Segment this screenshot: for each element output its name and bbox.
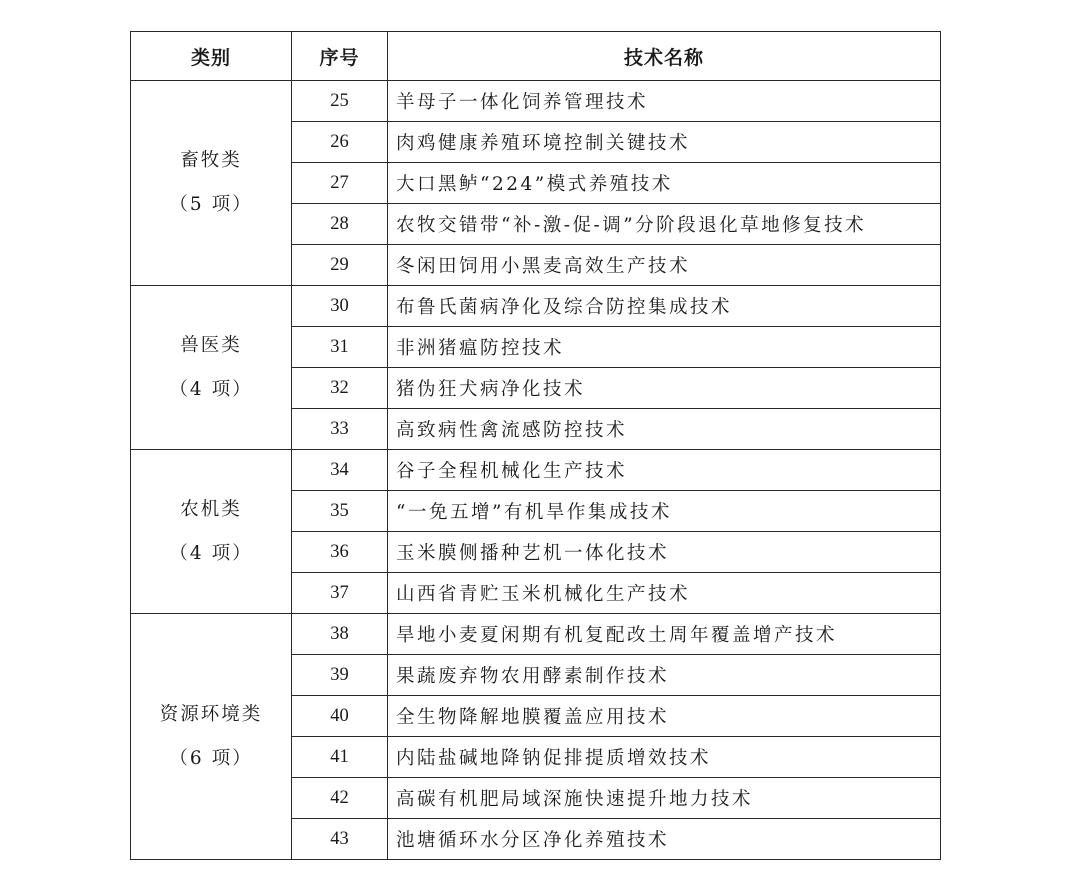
row-number: 43 — [292, 819, 388, 860]
row-number: 31 — [292, 327, 388, 368]
category-cell-veterinary — [131, 286, 292, 450]
row-number: 33 — [292, 409, 388, 450]
row-number: 34 — [292, 450, 388, 491]
tech-name: 非洲猪瘟防控技术 — [388, 327, 941, 368]
tech-name: 池塘循环水分区净化养殖技术 — [388, 819, 941, 860]
tech-name: 冬闲田饲用小黑麦高效生产技术 — [388, 245, 941, 286]
category-count: （5 项） — [169, 194, 253, 215]
technology-table — [130, 31, 941, 860]
row-number: 26 — [292, 122, 388, 163]
table-row — [131, 286, 941, 327]
tech-name: “一免五增”有机旱作集成技术 — [388, 491, 941, 532]
category-name: 畜牧类 — [180, 150, 242, 171]
table-header-row — [131, 32, 941, 81]
row-number: 38 — [292, 614, 388, 655]
tech-name: 猪伪狂犬病净化技术 — [388, 368, 941, 409]
row-number: 29 — [292, 245, 388, 286]
row-number: 30 — [292, 286, 388, 327]
header-number: 序号 — [292, 32, 388, 81]
row-number: 36 — [292, 532, 388, 573]
header-name: 技术名称 — [388, 32, 941, 81]
row-number: 28 — [292, 204, 388, 245]
tech-name: 果蔬废弃物农用酵素制作技术 — [388, 655, 941, 696]
tech-name: 羊母子一体化饲养管理技术 — [388, 81, 941, 122]
table-row — [131, 614, 941, 655]
row-number: 42 — [292, 778, 388, 819]
tech-name: 高致病性禽流感防控技术 — [388, 409, 941, 450]
tech-name: 山西省青贮玉米机械化生产技术 — [388, 573, 941, 614]
tech-name: 旱地小麦夏闲期有机复配改土周年覆盖增产技术 — [388, 614, 941, 655]
tech-name: 农牧交错带“补-激-促-调”分阶段退化草地修复技术 — [388, 204, 941, 245]
row-number: 40 — [292, 696, 388, 737]
row-number: 41 — [292, 737, 388, 778]
row-number: 35 — [292, 491, 388, 532]
header-category: 类别 — [131, 32, 292, 81]
row-number: 32 — [292, 368, 388, 409]
tech-name: 全生物降解地膜覆盖应用技术 — [388, 696, 941, 737]
tech-name: 内陆盐碱地降钠促排提质增效技术 — [388, 737, 941, 778]
row-number: 25 — [292, 81, 388, 122]
tech-name: 布鲁氏菌病净化及综合防控集成技术 — [388, 286, 941, 327]
category-name: 资源环境类 — [159, 703, 263, 725]
table-row — [131, 81, 941, 122]
tech-name: 玉米膜侧播种艺机一体化技术 — [388, 532, 941, 573]
category-count: （6 项） — [169, 747, 253, 769]
row-number: 39 — [292, 655, 388, 696]
category-cell-machinery — [131, 450, 292, 614]
table-row — [131, 450, 941, 491]
category-cell-livestock — [131, 81, 292, 286]
category-count: （4 项） — [169, 378, 253, 400]
category-count: （4 项） — [169, 542, 253, 564]
tech-name: 谷子全程机械化生产技术 — [388, 450, 941, 491]
row-number: 27 — [292, 163, 388, 204]
tech-name: 大口黑鲈“224”模式养殖技术 — [388, 163, 941, 204]
category-name: 兽医类 — [180, 334, 242, 356]
row-number: 37 — [292, 573, 388, 614]
category-cell-resources-environment — [131, 614, 292, 860]
tech-name: 高碳有机肥局域深施快速提升地力技术 — [388, 778, 941, 819]
category-name: 农机类 — [180, 498, 242, 520]
tech-name: 肉鸡健康养殖环境控制关键技术 — [388, 122, 941, 163]
